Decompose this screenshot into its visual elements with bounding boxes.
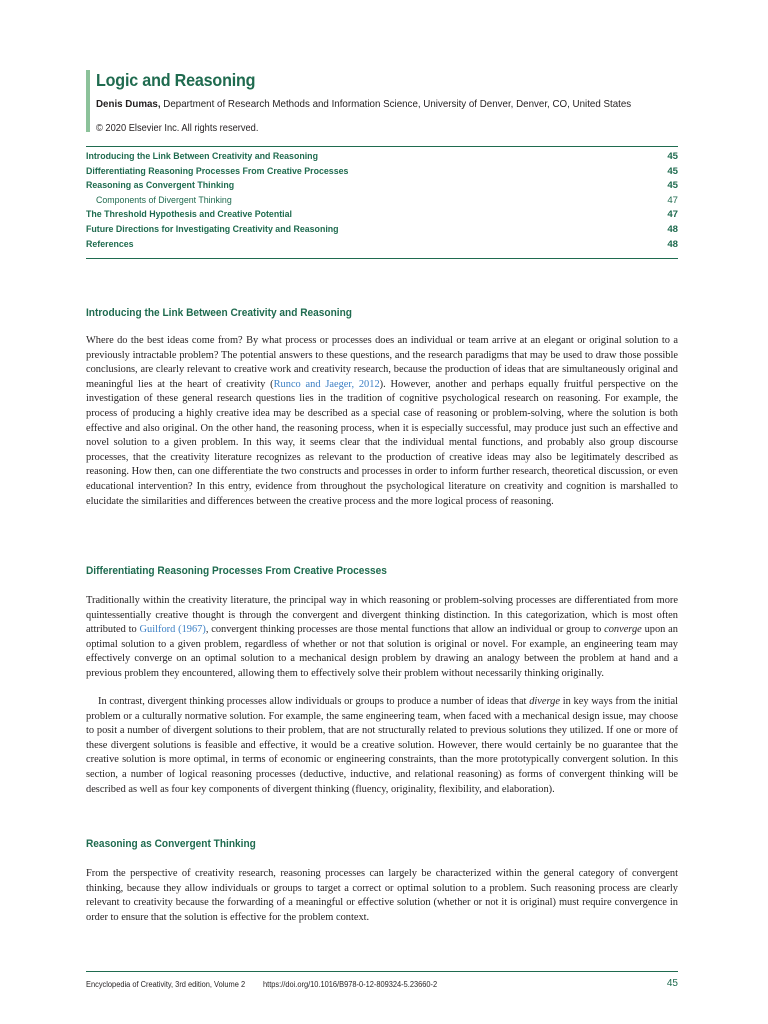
emphasis-text: diverge [529,696,560,707]
header-accent-bar [86,70,90,132]
toc-entry[interactable] [86,223,678,238]
toc-entry-title[interactable]: Reasoning as Convergent Thinking [86,180,235,192]
footer-doi-link[interactable]: https://doi.org/10.1016/B978-0-12-809324-5.23660-2 [263,980,438,989]
toc-subentry[interactable] [86,194,678,209]
toc-entry-page: 47 [667,194,678,206]
citation-link[interactable]: Guilford (1967) [139,624,206,636]
toc-entry-title[interactable]: The Threshold Hypothesis and Creative Potential [86,209,292,221]
toc-entry-page: 45 [667,151,678,162]
paragraph-text: , convergent thinking processes are those mental functions that allow an individual or group to [205,624,605,636]
toc-entry-page: 48 [667,238,678,250]
body-paragraph [86,695,678,797]
page-footer [86,971,678,989]
article-title: Logic and Reasoning [96,70,256,90]
toc-entry[interactable] [86,179,678,194]
toc-entry-title[interactable]: References [86,238,134,250]
toc-entry-page: 45 [667,180,678,192]
toc-entry[interactable] [86,238,678,253]
section-heading: Differentiating Reasoning Processes From Creative Processes [86,565,387,577]
paragraph-text: upon an optimal solution to a given problem, regardless of whether or not that solution is original or novel. For example, an engineering team may effectively converge on an optimal solution to a mechanical design problem by drawing an analogy between the problem at hand and a previous problem they encountered, allowing them to effectively solve their problem without necessarily thinking originally. [86,624,678,679]
paragraph-text: ). However, another and perhaps equally fruitful perspective on the investigation of these general research questions lies in the tradition of cognitive psychological research on reasoning. For example, the process of producing a highly creative idea may be described as a special case of reasoning or problem-solving, where the solution is both effective and also original. On the other hand, the reasoning process, when it is especially successful, may produce just such an effective and novel solution to a given problem. In this way, it seems clear that the individual mental functions, and probably also group discourse processes, that the creativity literature recognizes as relevant to the production of creative ideas may also be legitimately described as reasoning. How then, can one differentiate the two constructs and processes in order to inform further research, theoretical discussion, or even educational intervention? In this entry, evidence from throughout the psychological literature on creativity and cognition is marshalled to elucidate the similarities and differences between the creative process and the more logical process of reasoning. [86,378,678,507]
paragraph-text: In contrast, divergent thinking processes allow individuals or groups to produce a number of ideas that [98,696,530,707]
toc-entry[interactable] [86,150,678,165]
toc-entry-title[interactable]: Differentiating Reasoning Processes From Creative Processes [86,165,349,177]
toc-entry-title[interactable]: Introducing the Link Between Creativity and Reasoning [86,151,318,162]
toc-entry-title[interactable]: Components of Divergent Thinking [96,194,232,206]
body-paragraph [86,334,678,509]
section-heading: Introducing the Link Between Creativity and Reasoning [86,307,352,319]
author-affiliation: Department of Research Methods and Information Science, University of Denver, Denver, CO, United States [160,98,632,110]
citation-link[interactable]: Runco and Jaeger, 2012 [273,378,380,390]
table-of-contents [86,146,678,259]
toc-entry[interactable] [86,165,678,180]
body-paragraph: From the perspective of creativity research, reasoning processes can largely be characterized within the general category of convergent thinking, because they allow individuals or groups to target a correct or optimal solution to a problem. Such reasoning process are clearly relevant to creativity because the forwarding of a meaningful or effective solution (whether or not it is original) must require convergence in order to ensure that the solution is effective for the problem context. [86,868,678,923]
toc-entry-page: 45 [667,165,678,177]
author-name: Denis Dumas, [96,98,161,110]
footer-journal: Encyclopedia of Creativity, 3rd edition, Volume 2 [86,980,246,989]
toc-entry-page: 48 [667,223,678,235]
toc-entry-title[interactable]: Future Directions for Investigating Creativity and Reasoning [86,223,339,235]
paragraph-text: Where do the best ideas come from? By what process or processes does an individual or team arrive at an elegant or original solution to a previously intractable problem? The potential answers to these questions, and the research paradigms that may be used to draw those possible conclusions, are clearly relevant to creative work and creativity research, because the production of ideas that are simultaneously original and meaningful lies at the heart of creativity ( [86,335,678,390]
paragraph-text: Traditionally within the creativity literature, the principal way in which reasoning or problem-solving processes are differentiated from more quintessentially creative thought is through the convergent and divergent thinking distinction. In this categorization, which is most often attributed to [86,595,678,636]
footer-page-number: 45 [666,978,678,989]
author-line [96,98,631,110]
section-heading: Reasoning as Convergent Thinking [86,838,256,850]
toc-entry-page: 47 [667,209,678,221]
toc-entry[interactable] [86,208,678,223]
copyright-notice: © 2020 Elsevier Inc. All rights reserved. [96,123,259,134]
paragraph-text: in key ways from the initial problem or a culturally normative solution. For example, the same engineering team, when faced with a mechanical design issue, may choose to posit a number of divergent solutions to their problem, that are not structurally related to previous solutions they utilized. If one or more of these divergent solutions is feasible and effective, it would be a creative solution. However, there would certainly be no guarantee that the creative solution is more optimal, in terms of economic or engineering constraints, than the more prototypically convergent solution. In this section, a number of logical reasoning processes (deductive, inductive, and relational reasoning) as forms of convergent thinking will be described as well as four key components of divergent thinking (fluency, originality, flexibility, and elaboration). [86,696,678,795]
emphasis-text: converge [604,624,642,636]
body-paragraph [86,594,678,682]
